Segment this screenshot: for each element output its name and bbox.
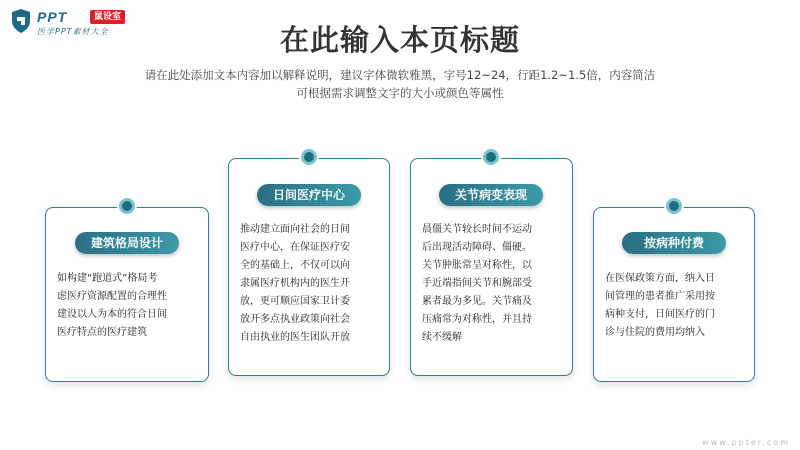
card-connector-dot bbox=[666, 198, 682, 214]
watermark: www.ppter.com bbox=[702, 438, 790, 447]
card-heading: 按病种付费 bbox=[622, 232, 726, 254]
logo-tag: 鼠设室 bbox=[90, 10, 125, 24]
page-title: 在此输入本页标题 bbox=[279, 23, 520, 57]
card-text-line: 后出现活动障碍、僵硬。 bbox=[422, 242, 532, 253]
card-text-line: 晨僵关节较长时间不运动 bbox=[422, 224, 532, 235]
card-body bbox=[422, 221, 563, 347]
card-text-line: 间管理的患者推广采用按 bbox=[605, 291, 715, 302]
card-heading: 日间医疗中心 bbox=[257, 184, 361, 206]
card-text-line: 医疗中心，在保证医疗安 bbox=[240, 242, 350, 253]
card-text-line: 续不缓解 bbox=[422, 332, 462, 343]
card-text-line: 累者最为多见。关节痛及 bbox=[422, 296, 532, 307]
card-text-line: 建设以人为本的符合日间 bbox=[57, 309, 167, 320]
card-text-line: 如构建“跑道式”格局考 bbox=[57, 273, 158, 284]
card-text-line: 诊与住院的费用均纳入 bbox=[605, 327, 705, 338]
card-text-line: 推动建立面向社会的日间 bbox=[240, 224, 350, 235]
card-heading: 建筑格局设计 bbox=[75, 232, 179, 254]
card-body bbox=[57, 270, 199, 342]
card-text-line: 医疗特点的医疗建筑 bbox=[57, 327, 147, 338]
card-text-line: 放，更可顺应国家卫计委 bbox=[240, 296, 350, 307]
card-connector-dot bbox=[301, 149, 317, 165]
subtitle-line-1: 请在此处添加文本内容加以解释说明，建议字体微软雅黑，字号12~24，行距1.2~1.5倍，内容简洁 bbox=[144, 68, 656, 82]
card-text-line: 虑医疗资源配置的合理性 bbox=[57, 291, 167, 302]
logo-brand: PPT bbox=[37, 9, 68, 25]
card-text-line: 手近端指间关节和腕部受 bbox=[422, 278, 532, 289]
card-text-line: 隶属医疗机构内的医生开 bbox=[240, 278, 350, 289]
card-body bbox=[240, 221, 380, 347]
card-text-line: 关节肿胀常呈对称性，以 bbox=[422, 260, 532, 271]
card-text-line: 全的基础上，不仅可以向 bbox=[240, 260, 350, 271]
card-body bbox=[605, 270, 745, 342]
card-connector-dot bbox=[483, 149, 499, 165]
subtitle-line-2: 可根据需求调整文字的大小或颜色等属性 bbox=[296, 86, 504, 100]
card-connector-dot bbox=[119, 198, 135, 214]
card-text-line: 压痛常为对称性，并且持 bbox=[422, 314, 532, 325]
logo-subtitle: 医学PPT素材大全 bbox=[37, 27, 109, 36]
card-heading: 关节病变表现 bbox=[439, 184, 543, 206]
card-text-line: 病种支付，日间医疗的门 bbox=[605, 309, 715, 320]
card-text-line: 放开多点执业政策向社会 bbox=[240, 314, 350, 325]
card-text-line: 在医保政策方面，纳入日 bbox=[605, 273, 715, 284]
card-text-line: 自由执业的医生团队开放 bbox=[240, 332, 350, 343]
